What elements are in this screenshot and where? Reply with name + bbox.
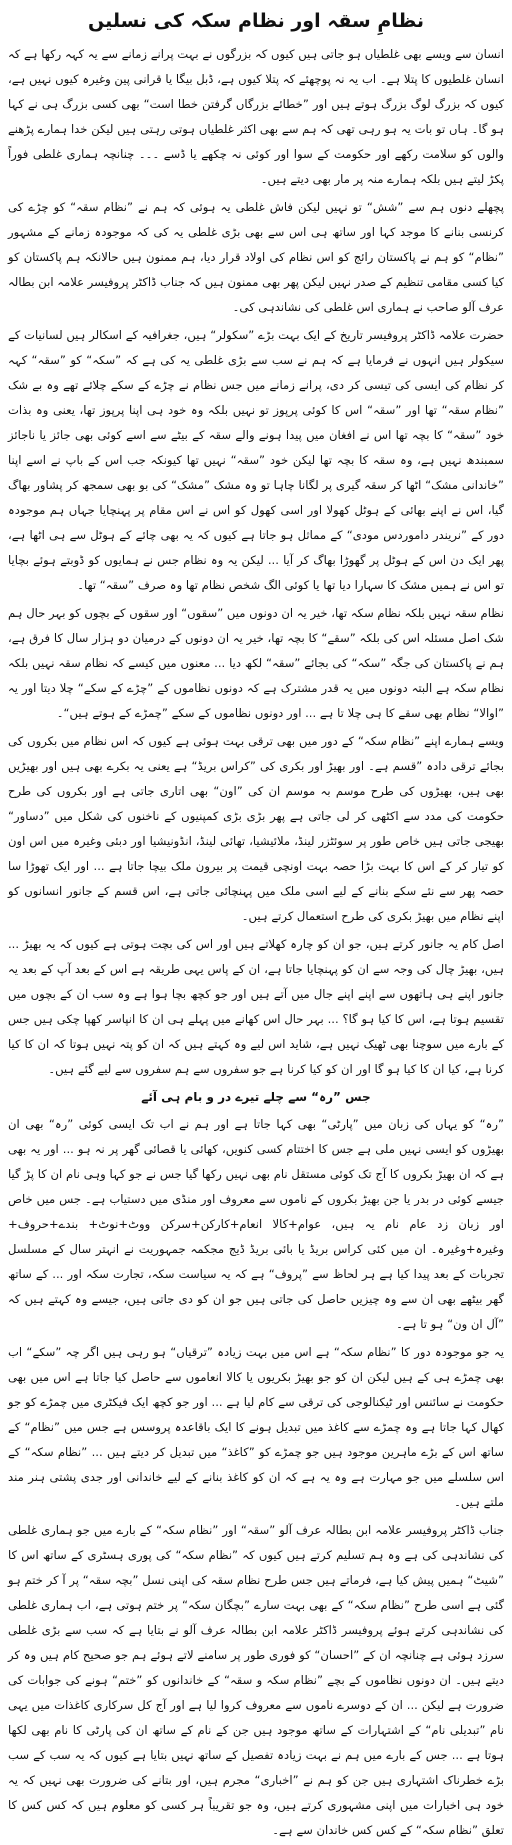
poetry-verse: جس ”رہ“ سے چلے تیرے در و بام ہی آئے: [141, 1090, 371, 1104]
article-paragraph: ویسے ہمارے اپنے ”نظام سکہ“ کے دور میں بھی ترقی بہت ہوئی ہے کیوں کہ اس نظام میں بکروں کی بجائے ترقی دادہ ”قسم ہے۔ اور بھیڑ اور بکری کی ”کراس بریڈ“ ہے یعنی یہ بکرے بھی ہیں اور بھیڑیں بھی ہیں، بھیڑوں کی طرح موسم بہ موسم ان کی ”اون“ بھی اتاری جاتی ہے اور بکروں کی طرح حکومت کی مدد سے اکٹھی کر لی جاتی ہے پھر بڑی بڑی کمپنیوں کے ناخنوں کی شکل میں ”دساور“ بھیجی جاتی ہیں خاص طور پر سوئٹزر لینڈ، ملائیشیا، تھائی لینڈ، انڈونیشیا اور دبئی وغیرہ میں اس اون کو تیار کر کے اس کا بہت بڑا حصہ بہت اونچی قیمت پر بیرون ملک بیچا جاتا ہے ... اور ایک تھوڑا سا حصہ پھر سے نئے سکے بنانے کے لیے اسی ملک میں پہنچائی جاتی ہے، اس قسم کے جانور انسانوں کو اپنے نظام میں بھیڑ بکری کی طرح استعمال کرتے ہیں۔: [8, 734, 504, 923]
article-paragraph: پچھلے دنوں ہم سے ”شش“ تو نہیں لیکن فاش غلطی یہ ہوئی کہ ہم نے ”نظام سقہ“ کو چڑے کی کرنسی بنانے کا موجد کہا اور ساتھ ہی اس سے بھی بڑی غلطی یہ کی کہ موجودہ زمانے کے مشہور ”نظام“ کو ہم نے پاکستان رائج کو اس نظام کی اولاد قرار دیا، ہم ممنون ہیں حالانکہ ہم پاکستان کو کیا کسی مقامی تنظیم کے صدر نہیں لیکن پھر بھی ممنون ہیں کہ جناب ڈاکٹر پروفیسر علامہ ابن بطالہ عرف آلو صاحب نے ہماری اس غلطی کی نشاندہی کی۔: [8, 200, 504, 314]
article-paragraph: حضرت علامہ ڈاکٹر پروفیسر تاریخ کے ایک بہت بڑے ”سکولر“ ہیں، جغرافیہ کے اسکالر ہیں لسانیات کے سیکولر ہیں انہوں نے فرمایا ہے کہ ہم نے سب سے بڑی غلطی یہ کی ہے کہ ”سکہ“ کو ”سقہ“ کہہ کر نظام کی ایسی کی تیسی کر دی، پرانے زمانے میں جس نظام نے چڑے کے سکے چلائے تھے وہ بے شک ”نظام سقہ“ تھا اور ”سقہ“ اس کا کوئی پرپوز تو نہیں بلکہ وہ خود ہی اپنا پرپوز تھا، یعنی وہ بذات خود ”سقہ“ کا بچہ تھا اس نے افغان میں پیدا ہونے والے سقہ کے بیٹے سے اسے کوئی بھی جائز یا ناجائز سمبندھ نہیں ہے، وہ سقہ کا بچہ تھا لیکن خود ”سقہ“ نہیں تھا کیونکہ جب اس کے باپ نے اسے اپنا ”خاندانی مشک“ اٹھا کر سقہ گیری پر لگانا چاہا تو وہ مشک ”مشک“ کی بو بھی سمجھ کر پشاور بھاگ گیا، اس نے اپنے بھائی کے ہوٹل کھولا اور اسی کھول کو اس نے اس مقام پر پہنچایا جہاں ہم موجودہ دور کے ”نریندر داموردس مودی“ کے مماثل ہو جاتا ہے کیوں کہ یہ بھی چائے کے ہوٹل سے ہی اٹھا ہے، پھر ایک دن اس کے ہوٹل پر گھوڑا بھاگ کر آیا ... لیکن یہ وہ نظام جس نے ہمایوں کو ڈوبتے ہوئے بچایا تو اس نے ہمیں مشک کا سہارا دیا تھا یا کوئی الگ شخص نظام تھا وہ صرف ”سقہ“ تھا۔: [8, 328, 504, 592]
article-paragraph: نظام سقہ نہیں بلکہ نظام سکہ تھا، خیر یہ ان دونوں میں ”سقوں“ اور سقوں کے بچوں کو بہر حال ہم شک اصل مسئلہ اس کی بلکہ ”سقے“ کا بچہ تھا، خیر یہ ان دونوں کے درمیان دو ہزار سال کا فرق ہے، ہم نے پاکستان کی جگہ ”سکہ“ کی بجائے ”سقہ“ لکھ دیا ... معنوں میں کیسے کہ نظام سقہ نہیں بلکہ نظام سکہ ہے البتہ دونوں میں یہ قدر مشترک ہے کہ دونوں نظاموں کے ”چڑے کے سکے“ چلا دیتا اور یہ ”اوالا“ نظام بھی سقے کا ہی چلا تا ہے ... اور دونوں نظاموں کے سکے ”چمڑے کے ہوتے ہیں“۔: [8, 606, 504, 720]
article-paragraph: یہ جو موجودہ دور کا ”نظام سکہ“ ہے اس میں بہت زیادہ ”ترقیاں“ ہو رہی ہیں اگر چہ ”سکے“ اب بھی چمڑے ہی کے ہیں لیکن ان کو جو بھیڑ بکریوں یا کالا انعاموں سے حاصل کیا جاتا ہے اس میں بھی حکومت نے سائنس اور ٹیکنالوجی کی ترقی سے کام لیا ہے ... اور جو کچھ ایک فیکٹری میں چمڑے کو جو کھال کہا جاتا ہے وہ چمڑے سے کاغذ میں تبدیل ہونے کا ایک باقاعدہ پروسس ہے جس میں ”نظام“ کے ساتھ اس کے بڑے ماہرین موجود ہیں جو چمڑے کو ”کاغذ“ میں تبدیل کر دیتے ہیں ... ”نظام سکہ“ کے اس سلسلے میں جو مہارت ہے وہ یہ ہے کہ ان کو کاغذ بنانے کے لیے خاندانی اور جدی پشتی ہنر مند ملتے ہیں۔: [8, 1345, 504, 1509]
article-paragraph: انسان سے ویسے بھی غلطیاں ہو جاتی ہیں کیوں کہ بزرگوں نے بہت پرانے زمانے سے یہ کہہ رکھا ہے کہ انسان غلطیوں کا پتلا ہے۔ اب یہ نہ پوچھئے کہ پتلا کیوں ہے، ڈبل بیگا یا قرانی پین وغیرہ کیوں نہیں ہے، کیوں کہ بزرگ لوگ بزرگ ہوتے ہیں اور ”خطائے بزرگاں گرفتن خطا است“ بھی کسی بزرگ ہی نے کہا ہو گا۔ ہاں تو بات یہ ہو رہی تھی کہ ہم سے بھی اکثر غلطیاں ہوتی رہتی ہیں لیکن خدا ہمارے پڑھنے والوں کو سلامت رکھے اور حکومت کے سوا اور کوئی نہ چکھے یا ڈسے ۔۔۔ چنانچہ ہماری غلطی فوراً پکڑ لیتے ہیں بلکہ ہمارے منہ پر مار بھی دیتے ہیں۔: [8, 47, 504, 186]
article-paragraph: جناب ڈاکٹر پروفیسر علامہ ابن بطالہ عرف آلو ”سقہ“ اور ”نظام سکہ“ کے بارے میں جو ہماری غلطی کی نشاندہی کی ہے وہ ہم تسلیم کرتے ہیں کیوں کہ ”نظام سکہ“ کی پوری ہسٹری کے ساتھ اس کا ”شیٹ“ ہمیں پیش کیا ہے، فرماتے ہیں جس طرح نظام سقہ کی اپنی نسل ”بچہ سقہ“ پر آ کر ختم ہو گئی ہے اسی طرح ”نظام سکہ“ کے بھی بہت سارے ”بچگان سکہ“ پر ختم ہوتی ہے، اب ہماری غلطی کی نشاندہی کرتے ہوئے پروفیسر ڈاکٹر علامہ ابن بطالہ عرف آلو نے بتایا ہے کہ سب سے بڑی غلطی سرزد ہوئی ہے چنانچہ ان کے ”احسان“ کو فوری طور پر سامنے لاتے ہوئے ہم جو صحیح کام ہیں وہ کر دیتے ہیں۔ ان دونوں نظاموں کے بچے ”نظام سکہ و سقہ“ کے خاندانوں کو ”ختم“ ہونے کی جوابات کی ضرورت ہے لیکن ... ان کے دوسرے ناموں سے معروف کروا لیا ہے اور آج کل سرکاری کاغذات میں یہی نام ”تبدیلی نام“ کے اشتہارات کے ساتھ موجود ہیں جن کے نام کے ساتھ ان کی پارٹی کا نام بھی لکھا ہوتا ہے ... جس کے بارے میں ہم نے بہت زیادہ تفصیل کے ساتھ نہیں بتایا ہے کیوں کہ یہ سب کے سب بڑے خطرناک اشتہاری ہیں جن کو ہم نے ”اخباری“ مجرم ہیں، اور بتانے کی ضرورت بھی نہیں کہ یہ خود ہی اخبارات میں اپنی مشہوری کرتے ہیں، وہ جو تقریباً ہر کسی کو معلوم ہیں کہ کس کس کا تعلق ”نظام سکہ“ کے کس کس خاندان سے ہے۔: [8, 1523, 504, 1837]
article-paragraph: اصل کام یہ جانور کرتے ہیں، جو ان کو چارہ کھلاتے ہیں اور اس کی بچت ہوتی ہے کیوں کہ یہ بھیڑ ... ہیں، بھیڑ چال کی وجہ سے ان کو پہنچایا جاتا ہے، ان کے پاس یہی طریقہ ہے اس کے بعد آپ کے بعد یہ جانور اپنے ہی ہاتھوں سے اپنے اپنے جال میں آتے ہیں اور جو کچھ بچا ہوا ہے وہ سب ان کے بچوں میں تقسیم ہوتا ہے، اس کا کیا ہو گا؟ ... بہر حال اس کھانے میں پہلے ہی ان کا انپاسر کھپا چکی ہیں جس کے بارے میں سوچنا بھی ٹھیک نہیں ہے، شاید اس لیے وہ کہتے ہیں کہ ان کو پتہ نہیں ہوتا کہ ان کا کیا کرنا ہے، کیا ان کا کیا ہو گا اور ان کو کیا کرنا ہے جو سفروں سے ہم سفروں سے لیے گئے ہیں۔: [8, 937, 504, 1076]
article-title: نظامِ سقہ اور نظام سکہ کی نسلیں: [87, 10, 425, 32]
article-paragraph: ”رہ“ کو یہاں کی زبان میں ”پارٹی“ بھی کہا جاتا ہے اور ہم نے اب تک ایسی کوئی ”رہ“ بھی ان بھیڑوں کو ایسی نہیں ملی ہے جس کا اختتام کسی کنویں، کھائی یا قصائی گھر پر نہ ہو ... اور یہ بھی ہے کہ ان بھیڑ بکروں کا آج تک کوئی مستقل نام بھی نہیں رکھا گیا جس نے جو کہا وہی نام ان کا پڑ گیا جیسے کوئی در بدر یا جن بھیڑ بکروں کے ناموں سے معروف اور منڈی میں دستیاب ہے۔ جس میں خاص اور زبان زد عام نام یہ ہیں، عوام+کالا انعام+کارکن+سرکن ووٹ+نوٹ+ بندے+حروف+ وغیرہ+وغیرہ۔ ان میں کئی کراس بریڈ یا بائی بریڈ ڈیج مجکمہ جمہوریت نے انہتر سال کے مسلسل تجربات کے بعد پیدا کیا ہے ہر لحاظ سے ”پروف“ ہے کہ یہ سیاست سکہ، تجارت سکہ اور ... کے ساتھ گھر بیٹھے بھی ان سے وہ چیزیں حاصل کی جاتی ہیں جو ان کو دی جاتی ہیں، جیسے وہ کہتے ہیں کہ ”آل ان ون“ ہو تا ہے۔: [8, 1117, 504, 1331]
